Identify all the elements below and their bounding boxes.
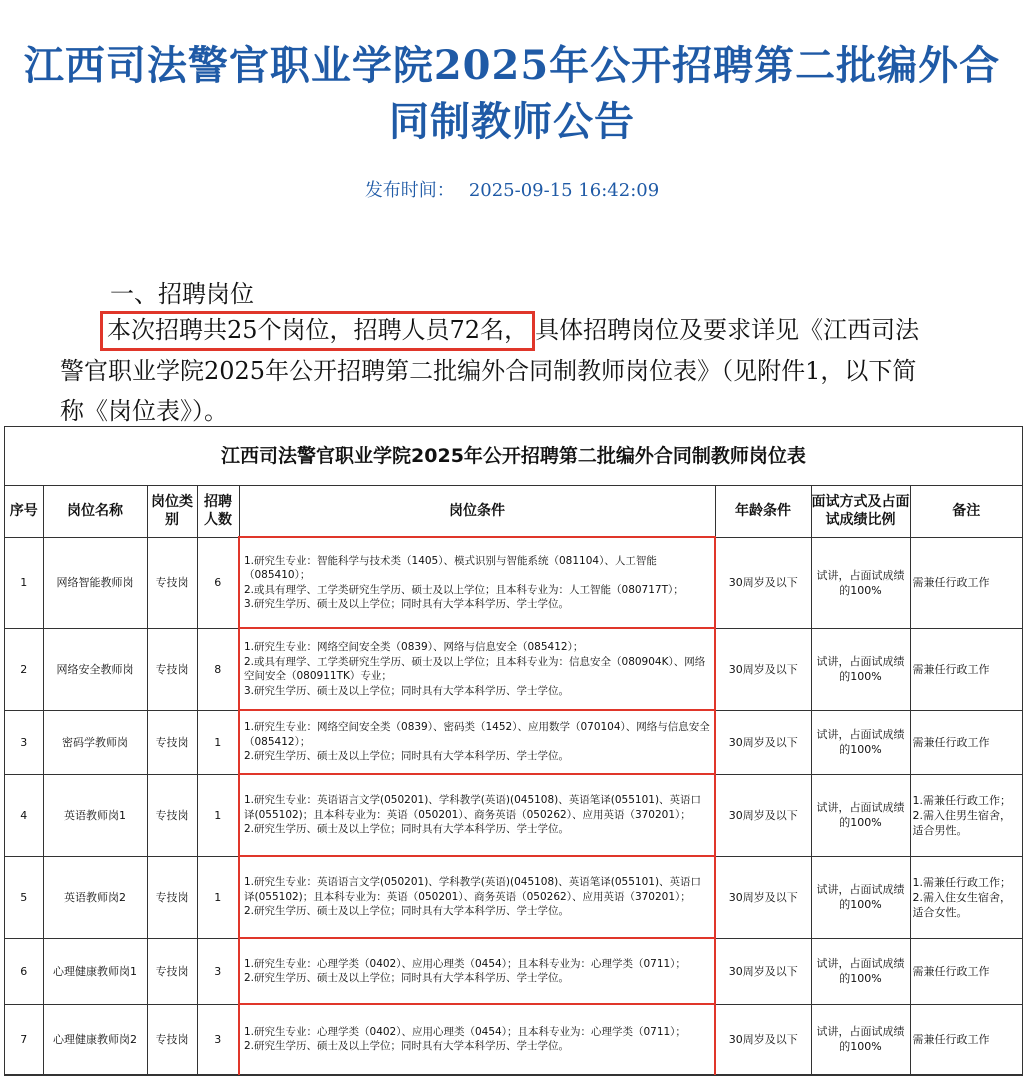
table-title: 江西司法警官职业学院2025年公开招聘第二批编外合同制教师岗位表 <box>5 427 1022 486</box>
condition-line: 2.研究生学历、硕士及以上学位；同时具有大学本科学历、学士学位。 <box>244 1040 570 1053</box>
cell-method: 试讲，占面试成绩的100% <box>811 856 910 938</box>
cell-note: 需兼任行政工作 <box>910 710 1022 774</box>
condition-line: 1.研究生专业：英语语言文学(050201)、学科教学(英语)(045108)、英语笔译(055101)、英语口译(055102)；且本科专业为：英语（050201）、商务英语（050262）、应用英语（370201）； <box>244 876 702 903</box>
condition-line: 2.研究生学历、硕士及以上学位；同时具有大学本科学历、学士学位。 <box>244 905 570 918</box>
cell-age: 30周岁及以下 <box>715 938 811 1004</box>
position-table-sheet <box>4 426 1023 1076</box>
cell-note: 需兼任行政工作 <box>910 628 1022 710</box>
cell-count: 3 <box>197 1004 239 1074</box>
condition-line: 1.研究生专业：英语语言文学(050201)、学科教学(英语)(045108)、英语笔译(055101)、英语口译(055102)；且本科专业为：英语（050201）、商务英语（050262）、应用英语（370201）； <box>244 794 702 821</box>
cell-method: 试讲，占面试成绩的100% <box>811 628 910 710</box>
cell-conditions <box>239 938 715 1004</box>
header-age: 年龄条件 <box>715 486 811 537</box>
cell-count: 1 <box>197 710 239 774</box>
cell-method: 试讲，占面试成绩的100% <box>811 938 910 1004</box>
condition-line: 2.或具有理学、工学类研究生学历、硕士及以上学位；且本科专业为：人工智能（080717T）； <box>244 583 684 596</box>
cell-count: 1 <box>197 774 239 856</box>
header-no: 序号 <box>5 486 43 537</box>
notice-title <box>0 38 1024 150</box>
cell-no: 2 <box>5 628 43 710</box>
condition-line: 2.研究生学历、硕士及以上学位；同时具有大学本科学历、学士学位。 <box>244 972 570 984</box>
cell-age: 30周岁及以下 <box>715 1004 811 1074</box>
header-note: 备注 <box>910 486 1022 537</box>
paragraph-line3: 称《岗位表》）。 <box>60 397 228 425</box>
header-method: 面试方式及占面试成绩比例 <box>811 486 910 537</box>
cell-type: 专技岗 <box>147 1004 197 1074</box>
cell-conditions <box>239 628 715 710</box>
table-row <box>5 774 1022 856</box>
cell-conditions <box>239 774 715 856</box>
cell-name: 心理健康教师岗2 <box>43 1004 147 1074</box>
cell-method: 试讲，占面试成绩的100% <box>811 710 910 774</box>
table-row <box>5 856 1022 938</box>
header-type: 岗位类别 <box>147 486 197 537</box>
condition-line: 1.研究生专业：网络空间安全类（0839）、密码类（1452）、应用数学（070104）、网络与信息安全（085412）； <box>244 721 710 748</box>
cell-type: 专技岗 <box>147 710 197 774</box>
cell-no: 1 <box>5 537 43 628</box>
cell-note: 1.需兼任行政工作；2.需入住女生宿舍，适合女性。 <box>910 856 1022 938</box>
cell-name: 心理健康教师岗1 <box>43 938 147 1004</box>
cell-conditions <box>239 710 715 774</box>
cell-age: 30周岁及以下 <box>715 710 811 774</box>
cell-name: 网络智能教师岗 <box>43 537 147 628</box>
cell-type: 专技岗 <box>147 774 197 856</box>
cell-no: 4 <box>5 774 43 856</box>
notice-title-line2: 同制教师公告 <box>389 98 635 145</box>
condition-line: 1.研究生专业：网络空间安全类（0839）、网络与信息安全（085412）； <box>244 641 584 653</box>
table-row <box>5 938 1022 1004</box>
cell-type: 专技岗 <box>147 856 197 938</box>
condition-line: 1.研究生专业：智能科学与技术类（1405）、模式识别与智能系统（081104）、人工智能（085410）； <box>244 554 657 581</box>
table-header-row <box>5 486 1022 537</box>
condition-line: 3.研究生学历、硕士及以上学位；同时具有大学本科学历、学士学位。 <box>244 684 570 697</box>
cell-name: 英语教师岗2 <box>43 856 147 938</box>
cell-name: 网络安全教师岗 <box>43 628 147 710</box>
publish-time-label: 发布时间： <box>364 180 455 201</box>
table-row <box>5 710 1022 774</box>
header-count: 招聘人数 <box>197 486 239 537</box>
cell-conditions <box>239 537 715 628</box>
cell-conditions <box>239 1004 715 1074</box>
cell-method: 试讲，占面试成绩的100% <box>811 774 910 856</box>
cell-method: 试讲，占面试成绩的100% <box>811 537 910 628</box>
cell-note: 需兼任行政工作 <box>910 537 1022 628</box>
condition-line: 2.研究生学历、硕士及以上学位；同时具有大学本科学历、学士学位。 <box>244 823 570 836</box>
cell-no: 5 <box>5 856 43 938</box>
publish-time <box>0 176 1024 202</box>
header-conditions: 岗位条件 <box>239 486 715 537</box>
publish-time-value: 2025-09-15 16:42:09 <box>468 180 660 201</box>
header-name: 岗位名称 <box>43 486 147 537</box>
cell-count: 3 <box>197 938 239 1004</box>
cell-count: 8 <box>197 628 239 710</box>
cell-name: 英语教师岗1 <box>43 774 147 856</box>
cell-no: 3 <box>5 710 43 774</box>
cell-type: 专技岗 <box>147 938 197 1004</box>
cell-conditions <box>239 856 715 938</box>
table-row <box>5 537 1022 628</box>
cell-name: 密码学教师岗 <box>43 710 147 774</box>
cell-age: 30周岁及以下 <box>715 856 811 938</box>
cell-no: 6 <box>5 938 43 1004</box>
section-heading: 一、招聘岗位 <box>110 280 254 308</box>
cell-type: 专技岗 <box>147 628 197 710</box>
table-row <box>5 1004 1022 1074</box>
cell-age: 30周岁及以下 <box>715 628 811 710</box>
condition-line: 2.或具有理学、工学类研究生学历、硕士及以上学位；且本科专业为：信息安全（080904K）、网络空间安全（080911TK）专业； <box>244 655 706 682</box>
paragraph-line1-rest: 具体招聘岗位及要求详见《江西司法 <box>535 316 920 344</box>
cell-count: 1 <box>197 856 239 938</box>
cell-note: 需兼任行政工作 <box>910 938 1022 1004</box>
cell-note: 需兼任行政工作 <box>910 1004 1022 1074</box>
cell-count: 6 <box>197 537 239 628</box>
highlight-box: 本次招聘共25个岗位，招聘人员72名， <box>100 311 535 351</box>
table-row <box>5 628 1022 710</box>
condition-line: 2.研究生学历、硕士及以上学位；同时具有大学本科学历、学士学位。 <box>244 750 570 763</box>
condition-line: 1.研究生专业：心理学类（0402）、应用心理类（0454）；且本科专业为：心理学类（0711）； <box>244 957 686 970</box>
cell-note: 1.需兼任行政工作；2.需入住男生宿舍，适合男性。 <box>910 774 1022 856</box>
paragraph-line2: 警官职业学院2025年公开招聘第二批编外合同制教师岗位表》（见附件1，以下简 <box>60 357 917 385</box>
condition-line: 1.研究生专业：心理学类（0402）、应用心理类（0454）；且本科专业为：心理学类（0711）； <box>244 1025 686 1038</box>
condition-line: 3.研究生学历、硕士及以上学位；同时具有大学本科学历、学士学位。 <box>244 598 570 610</box>
cell-method: 试讲，占面试成绩的100% <box>811 1004 910 1074</box>
intro-paragraph <box>60 310 980 431</box>
cell-no: 7 <box>5 1004 43 1074</box>
cell-age: 30周岁及以下 <box>715 537 811 628</box>
position-table <box>5 486 1022 1075</box>
cell-age: 30周岁及以下 <box>715 774 811 856</box>
notice-title-line1: 江西司法警官职业学院2025年公开招聘第二批编外合 <box>23 42 1001 89</box>
cell-type: 专技岗 <box>147 537 197 628</box>
